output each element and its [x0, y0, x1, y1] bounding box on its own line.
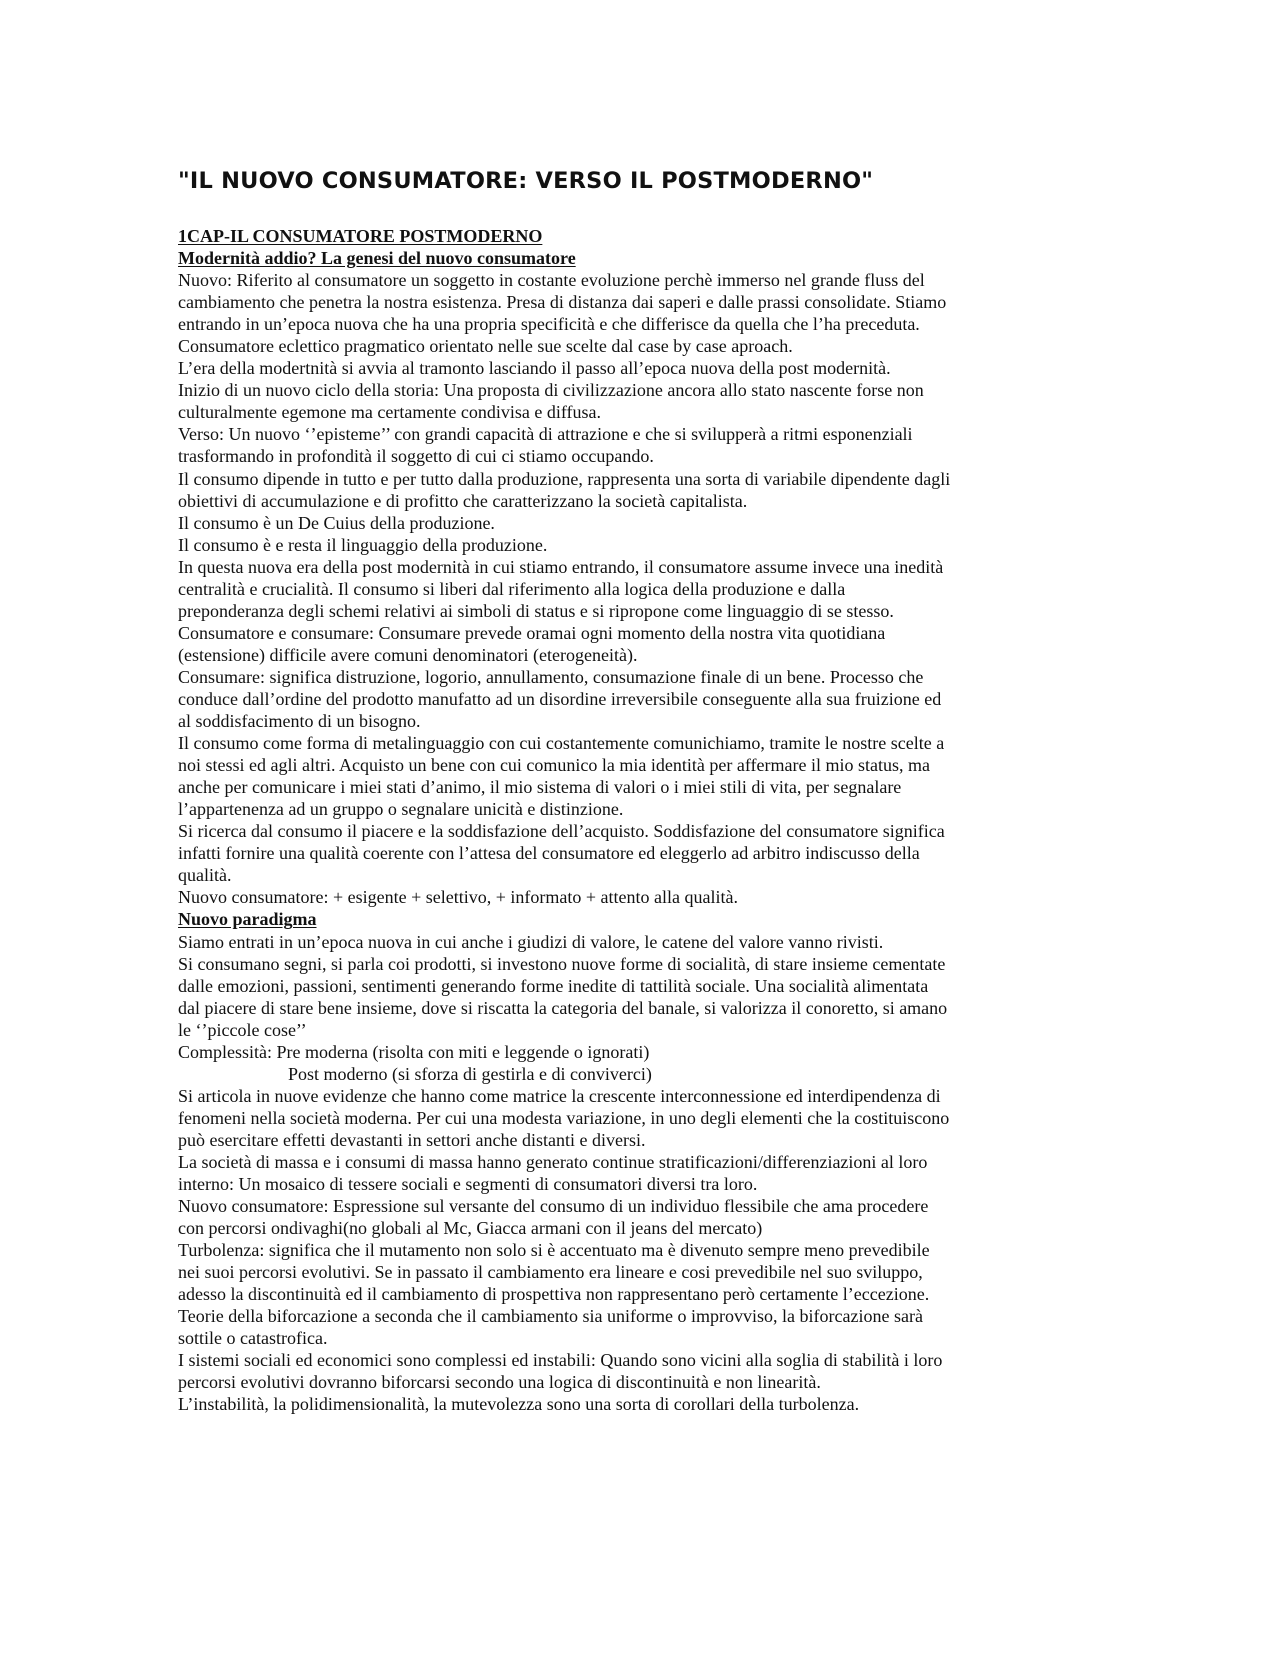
text-line: obiettivi di accumulazione e di profitto che caratterizzano la società capitalista.: [178, 490, 748, 511]
text-line: noi stessi ed agli altri. Acquisto un bene con cui comunico la mia identità per affermare il mio status, ma: [178, 755, 930, 776]
text-line: adesso la discontinuità ed il cambiamento di prospettiva non rappresentano però certamente l’eccezione.: [178, 1284, 930, 1305]
text-line: qualità.: [178, 865, 232, 886]
text-line: L’instabilità, la polidimensionalità, la mutevolezza sono una sorta di corollari della turbolenza.: [178, 1394, 860, 1415]
text-line: I sistemi sociali ed economici sono complessi ed instabili: Quando sono vicini alla soglia di stabilità i loro: [178, 1350, 943, 1371]
text-line: Il consumo come forma di metalinguaggio con cui costantemente comunichiamo, tramite le nostre scelte a: [178, 733, 945, 754]
text-line: (estensione) difficile avere comuni denominatori (eterogeneità).: [178, 644, 638, 665]
text-line: entrando in un’epoca nuova che ha una propria specificità e che differisce da quella che l’ha preceduta.: [178, 314, 920, 335]
text-line: Teorie della biforcazione a seconda che il cambiamento sia uniforme o improvviso, la biforcazione sarà: [178, 1306, 923, 1327]
text-line: Nuovo consumatore: Espressione sul versante del consumo di un individuo flessibile che ama procedere: [178, 1196, 929, 1217]
text-line: Verso: Un nuovo ‘’episteme’’ con grandi capacità di attrazione e che si svilupperà a ritmi esponenziali: [178, 424, 913, 445]
section-heading: 1CAP-IL CONSUMATORE POSTMODERNO: [178, 226, 543, 246]
text-line: interno: Un mosaico di tessere sociali e segmenti di consumatori diversi tra loro.: [178, 1174, 758, 1195]
text-line: al soddisfacimento di un bisogno.: [178, 711, 421, 732]
text-line: Inizio di un nuovo ciclo della storia: Una proposta di civilizzazione ancora allo stato nascente forse non: [178, 380, 924, 401]
text-line: Consumatore e consumare: Consumare prevede oramai ogni momento della nostra vita quotidiana: [178, 622, 886, 643]
text-line: Siamo entrati in un’epoca nuova in cui anche i giudizi di valore, le catene del valore vanno rivisti.: [178, 931, 884, 952]
text-line: Turbolenza: significa che il mutamento non solo si è accentuato ma è divenuto sempre meno prevedibile: [178, 1240, 930, 1261]
text-line: le ‘’piccole cose’’: [178, 1019, 307, 1040]
text-line: anche per comunicare i miei stati d’animo, il mio sistema di valori o i miei stili di vita, per segnalare: [178, 777, 902, 798]
text-line: preponderanza degli schemi relativi ai simboli di status e si ripropone come linguaggio di se stesso.: [178, 600, 894, 621]
text-line: Consumatore eclettico pragmatico orientato nelle sue scelte dal case by case aproach.: [178, 336, 793, 357]
text-line: Complessità: Pre moderna (risolta con miti e leggende o ignorati): [178, 1041, 650, 1062]
section-heading: Modernità addio? La genesi del nuovo consumatore: [178, 248, 576, 269]
document-title: "IL NUOVO CONSUMATORE: VERSO IL POSTMODERNO": [178, 168, 874, 194]
text-line: dal piacere di stare bene insieme, dove si riscatta la categoria del banale, si valorizza il conoretto, si amano: [178, 997, 948, 1018]
text-line: Si articola in nuove evidenze che hanno come matrice la crescente interconnessione ed interdipendenza di: [178, 1085, 941, 1106]
text-line: può esercitare effetti devastanti in settori anche distanti e diversi.: [178, 1129, 646, 1150]
text-line: In questa nuova era della post modernità in cui stiamo entrando, il consumatore assume invece una inedità: [178, 556, 944, 577]
text-line: dalle emozioni, passioni, sentimenti generando forme inedite di tattilità sociale. Una socialità alimentata: [178, 975, 929, 996]
text-line: con percorsi ondivaghi(no globali al Mc, Giacca armani con il jeans del mercato): [178, 1218, 763, 1239]
text-line: Il consumo è un De Cuius della produzione.: [178, 512, 495, 533]
text-line: nei suoi percorsi evolutivi. Se in passato il cambiamento era lineare e cosi prevedibile nel suo sviluppo,: [178, 1262, 923, 1283]
text-line: Nuovo consumatore: + esigente + selettivo, + informato + attento alla qualità.: [178, 887, 738, 908]
text-line: Nuovo: Riferito al consumatore un soggetto in costante evoluzione perchè immerso nel grande fluss del: [178, 270, 925, 291]
text-line: percorsi evolutivi dovranno biforcarsi secondo una logica di discontinuità e non linearità.: [178, 1372, 821, 1393]
text-line: Si ricerca dal consumo il piacere e la soddisfazione dell’acquisto. Soddisfazione del consumatore significa: [178, 821, 945, 842]
document-body: [178, 225, 1058, 1416]
text-line: Post moderno (si sforza di gestirla e di conviverci): [288, 1063, 652, 1084]
text-line: cambiamento che penetra la nostra esistenza. Presa di distanza dai saperi e dalle prassi consolidate. Stiamo: [178, 292, 947, 313]
text-line: trasformando in profondità il soggetto di cui ci stiamo occupando.: [178, 446, 654, 467]
text-line: Si consumano segni, si parla coi prodotti, si investono nuove forme di socialità, di stare insieme cementate: [178, 953, 946, 974]
text-line: fenomeni nella società moderna. Per cui una modesta variazione, in uno degli elementi che la costituiscono: [178, 1107, 950, 1128]
text-line: infatti fornire una qualità coerente con l’attesa del consumatore ed eleggerlo ad arbitro indiscusso della: [178, 843, 920, 864]
text-line: centralità e crucialità. Il consumo si liberi dal riferimento alla logica della produzione e dalla: [178, 578, 846, 599]
text-line: l’appartenenza ad un gruppo o segnalare unicità e distinzione.: [178, 799, 624, 820]
text-line: La società di massa e i consumi di massa hanno generato continue stratificazioni/differenziazioni al loro: [178, 1151, 928, 1172]
text-line: Il consumo è e resta il linguaggio della produzione.: [178, 534, 548, 555]
section-heading: Nuovo paradigma: [178, 909, 317, 930]
text-line: sottile o catastrofica.: [178, 1328, 328, 1349]
text-line: conduce dall’ordine del prodotto manufatto ad un disordine irreversibile conseguente alla sua fruizione ed: [178, 688, 942, 709]
text-line: culturalmente egemone ma certamente condivisa e diffusa.: [178, 402, 601, 423]
text-line: Consumare: significa distruzione, logorio, annullamento, consumazione finale di un bene. Processo che: [178, 666, 924, 687]
text-line: L’era della modertnità si avvia al tramonto lasciando il passo all’epoca nuova della post modernità.: [178, 358, 891, 379]
text-line: Il consumo dipende in tutto e per tutto dalla produzione, rappresenta una sorta di variabile dipendente dagli: [178, 468, 951, 489]
